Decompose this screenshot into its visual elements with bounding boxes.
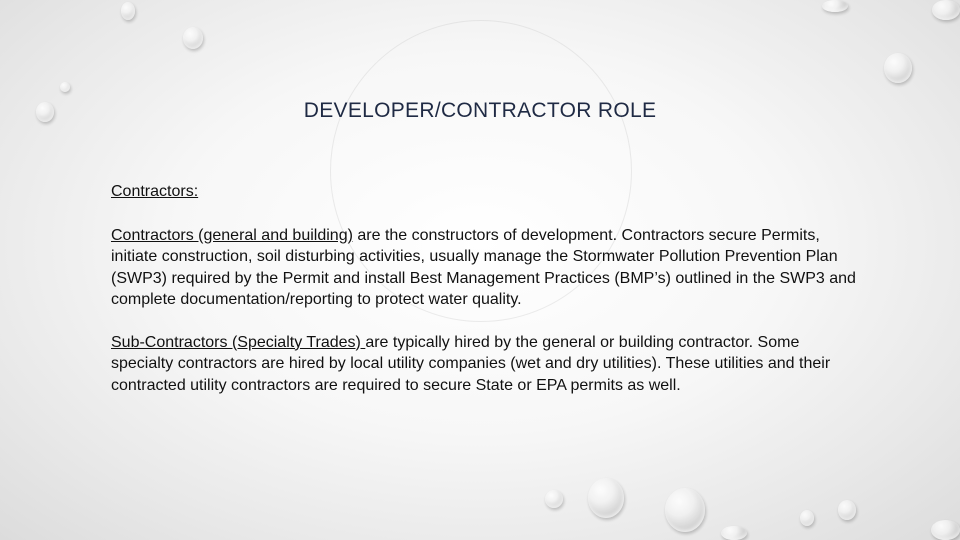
water-drop [183, 27, 203, 49]
water-drop [721, 526, 747, 540]
slide-body [111, 181, 856, 417]
water-drop [800, 510, 814, 526]
paragraph-contractors [111, 225, 856, 311]
subcontractors-description: are typically hired by the general or building contractor. Some specialty contractors are hired by local utility companies (wet and dry utilities). These utilities and their contracted utility contractors are required to secure State or EPA permits as well. [111, 333, 831, 394]
contractors-description: are the constructors of development. Contractors secure Permits, initiate construction, soil disturbing activities, usually manage the Stormwater Pollution Prevention Plan (SWP3) required by the Permit and install Best Management Practices (BMP’s) outlined in the SWP3 and complete documentation/reporting to protect water quality. [111, 226, 856, 308]
subcontractors-term: Sub-Contractors (Specialty Trades) [111, 333, 366, 351]
water-drop [932, 0, 960, 20]
water-drop [838, 500, 856, 520]
water-drop [822, 0, 848, 12]
paragraph-subcontractors [111, 332, 856, 397]
water-drop [60, 82, 70, 92]
slide-title: DEVELOPER/CONTRACTOR ROLE [303, 99, 657, 122]
water-drop [665, 488, 705, 532]
water-drop [545, 490, 563, 508]
water-drop [588, 478, 624, 518]
water-drop [931, 520, 960, 540]
section-heading: Contractors: [111, 183, 199, 200]
water-drop [884, 53, 912, 83]
contractors-term: Contractors (general and building) [111, 226, 353, 244]
water-drop [121, 2, 135, 20]
